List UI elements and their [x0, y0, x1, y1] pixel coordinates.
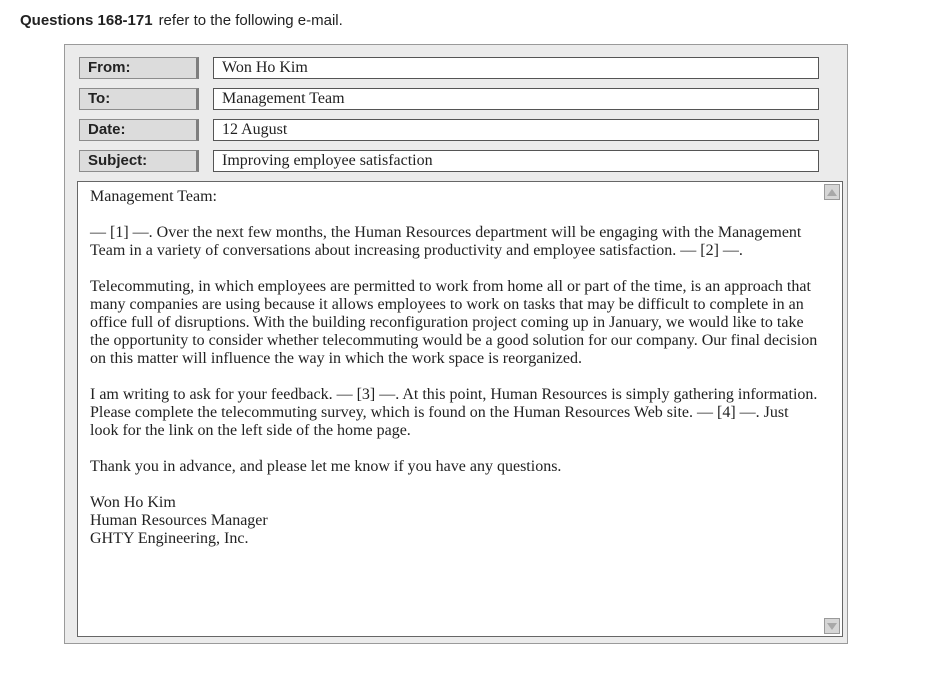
scrollbar[interactable] — [822, 182, 842, 636]
triangle-up-icon — [827, 189, 837, 196]
from-label: From: — [79, 57, 199, 79]
question-instruction — [20, 12, 343, 29]
email-body-text — [90, 188, 818, 548]
body-paragraph-3: I am writing to ask for your feedback. — [3] —. At this point, Human Resources is simply gathering information. Please complete the telecommuting survey, which is found on the Human Resources Web site. — [4] —. Just look for the link on the left side of the home page. — [90, 386, 818, 439]
body-paragraph-1: — [1] —. Over the next few months, the Human Resources department will be engaging with the Management Team in a variety of conversations about increasing productivity and employee satisfaction. — [2] —. — [90, 224, 802, 259]
from-field: Won Ho Kim — [213, 57, 819, 79]
scroll-up-button[interactable] — [824, 184, 840, 200]
email-window — [64, 44, 848, 644]
instruction-text: refer to the following e-mail. — [158, 12, 343, 29]
to-row — [79, 88, 821, 110]
subject-label: Subject: — [79, 150, 199, 172]
body-paragraph-4: Thank you in advance, and please let me know if you have any questions. — [90, 458, 562, 475]
signature-title: Human Resources Manager — [90, 512, 268, 529]
from-row — [79, 57, 821, 79]
date-field: 12 August — [213, 119, 819, 141]
question-range: Questions 168-171 — [20, 12, 153, 29]
triangle-down-icon — [827, 623, 837, 630]
subject-field: Improving employee satisfaction — [213, 150, 819, 172]
subject-row — [79, 150, 821, 172]
signature-company: GHTY Engineering, Inc. — [90, 530, 249, 547]
date-label: Date: — [79, 119, 199, 141]
greeting: Management Team: — [90, 188, 217, 205]
scroll-down-button[interactable] — [824, 618, 840, 634]
email-body — [77, 181, 843, 637]
to-label: To: — [79, 88, 199, 110]
body-paragraph-2: Telecommuting, in which employees are permitted to work from home all or part of the time, is an approach that many companies are using because it allows employees to work on tasks that may be difficult to complete in an office full of disruptions. With the building reconfiguration project coming up in January, we would like to take the opportunity to consider whether telecommuting would be a good solution for our company. Our final decision on this matter will influence the way in which the work space is reorganized. — [90, 278, 818, 367]
signature-name: Won Ho Kim — [90, 494, 176, 511]
date-row — [79, 119, 821, 141]
to-field: Management Team — [213, 88, 819, 110]
